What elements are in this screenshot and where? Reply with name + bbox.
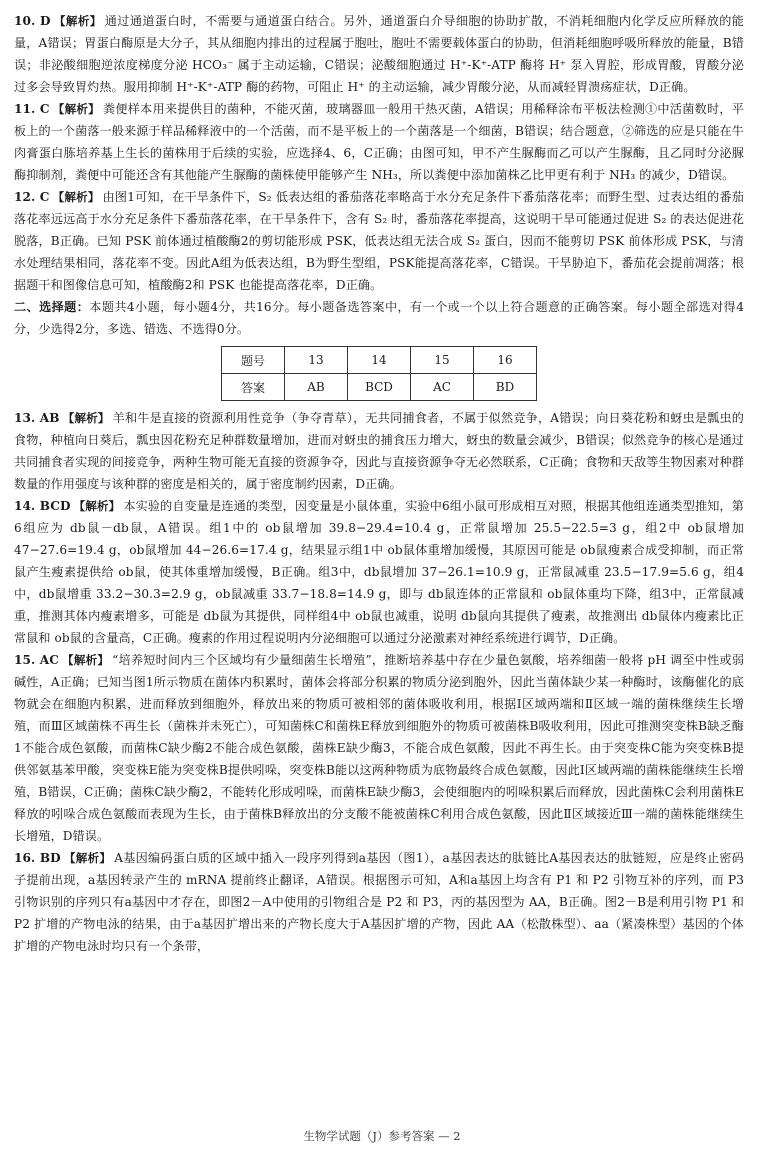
- section-2-instructions: 本题共4小题，每小题4分，共16分。每小题备选答案中，有一个或一个以上符合题意的正确答案。每小题全部选对得4分，少选得2分，多选、错选、不选得0分。: [14, 300, 745, 336]
- answer-value: BCD: [348, 374, 411, 401]
- analysis-item: [14, 98, 744, 186]
- analysis-text: A基因编码蛋白质的区域中插入一段序列得到a基因（图1），a基因表达的肽链比A基因表达的肽链短，应是终止密码子提前出现，a基因转录产生的 mRNA 提前终止翻译，A错误。根据图示可知，A和a基因上均含有 P1 和 P2 引物互补的序列，而 P3 引物识别的序列只有a基因中才存在，即图2－A中使用的引物组合是 P2 和 P3，丙的基因型为 AA，B正确。图2－B是利用引物 P1 和 P2 扩增的产物电泳的结果，由于a基因扩增出来的产物长度大于A基因扩增的产物，因此 AA（松散株型）、aa（紧凑株型）基因的个体扩增的产物电泳时均只有一个条带，: [14, 851, 744, 953]
- question-answer-label: 10. D: [14, 14, 51, 28]
- question-number: 15: [411, 347, 474, 374]
- answer-value: BD: [474, 374, 537, 401]
- answer-table-label: 题号: [222, 347, 285, 374]
- answer-table-answer-row: [222, 374, 537, 401]
- analysis-item: [14, 10, 744, 98]
- analysis-text: 由图1可知，在干旱条件下，S₂ 低表达组的番茄落花率略高于水分充足条件下番茄落花率；而野生型、过表达组的番茄落花率远远高于水分充足条件下番茄落花率，在干旱条件下，含有 S₂ 时，番茄落花率提高，这说明干旱可能通过促进 S₂ 的表达促进花脱落，B正确。已知 PSK 前体通过植酸酶2的剪切能形成 PSK，低表达组无法合成 S₂ 蛋白，因而不能剪切 PSK 前体形成 PSK，与清水处理结果相同，落花率不变。因此A组为低表达组，B为野生型组，PSK能提高落花率，C错误。干旱胁迫下，番茄花会提前凋落；根据题干和图像信息可知，植酸酶2和 PSK 也能提高落花率，D正确。: [14, 190, 744, 292]
- analysis-list-bottom: [14, 407, 744, 957]
- question-answer-label: 15. AC: [14, 653, 60, 667]
- analysis-item: [14, 649, 744, 847]
- answer-table: [221, 346, 537, 401]
- analysis-tag: 【解析】: [52, 190, 100, 204]
- analysis-tag: 【解析】: [52, 102, 100, 116]
- answer-table-number-row: [222, 347, 537, 374]
- analysis-item: [14, 186, 744, 296]
- page-footer: 生物学试题（J）参考答案 — 2: [303, 1129, 461, 1143]
- analysis-text: “培养短时间内三个区域均有少量细菌生长增殖”，推断培养基中存在少量色氨酸，培养细菌一般将 pH 调至中性或弱碱性，A正确；已知当图1所示物质在菌体内积累时，菌体会将部分积累的物质分泌到胞外，因此当菌体缺少某一种酶时，该酶催化的底物就会在细胞内积累，进而释放到细胞外，释放出来的物质可被相邻的菌体吸收利用，根据Ⅰ区域两端和Ⅱ区域一端的菌株继续生长增殖，而Ⅲ区域菌株不再生长（菌株并未死亡），可知菌株C和菌株E释放到细胞外的物质可被菌株B吸收利用，因此可推测突变株B缺乏酶1不能合成色氨酸，而菌株C缺少酶2不能合成色氨酸，菌株E缺少酶3，不能合成色氨酸，因此不再生长。由于突变株C能为突变株B提供邻氨基苯甲酸，突变株E能为突变株B提供吲哚，突变株B能以这两种物质为底物最终合成色氨酸，因此Ⅰ区域两端的菌株能继续生长增殖，B错误，C正确；菌株C缺少酶2，不能转化形成吲哚，而菌株E缺少酶3，会使细胞内的吲哚积累后而释放，因此菌株C会利用菌株E释放的吲哚合成色氨酸而表现为生长，由于菌株B释放出的分支酸不能被菌株C利用合成色氨酸，因此Ⅱ区域接近Ⅲ一端的菌株能继续生长增殖，D错误。: [14, 653, 745, 843]
- analysis-text: 粪便样本用来提供目的菌种，不能灭菌，玻璃器皿一般用干热灭菌，A错误；用稀释涂布平板法检测①中活菌数时，平板上的一个菌落一般来源于样品稀释液中的一个活菌，而不是平板上的一个菌落是一个细菌，B错误；结合题意，②筛选的应是只能在牛肉膏蛋白胨培养基上生长的菌株用于后续的实验，应选择4、6，C正确；由图可知，甲不产生脲酶而乙可以产生脲酶，且乙同时分泌脲酶抑制剂，粪便中可能还含有其他能产生脲酶的菌株使甲能够产生 NH₃，所以粪便中添加菌株乙比甲更有利于 NH₃ 的减少，D错误。: [14, 102, 744, 182]
- question-answer-label: 11. C: [14, 102, 50, 116]
- analysis-text: 本实验的自变量是连通的类型，因变量是小鼠体重，实验中6组小鼠可形成相互对照，根据其他组连通类型推知，第6组应为 db鼠－db鼠，A错误。组1中的 ob鼠增加 39.8−29.4=10.4 g，正常鼠增加 25.5−22.5=3 g，组2中 ob鼠增加 47−27.6=19.4 g，ob鼠增加 44−26.6=17.4 g，结果显示组1中 ob鼠体重增加缓慢，其原因可能是 ob鼠瘦素合成受抑制，而正常鼠产生瘦素提供给 ob鼠，使其体重增加缓慢，B正确。组3中，db鼠增加 37−26.1=10.9 g，正常鼠减重 23.5−17.9=5.6 g，组4中，db鼠增重 33.2−30.3=2.9 g，ob鼠减重 33.7−18.8=14.9 g，即与 db鼠连体的正常鼠和 ob鼠体重均下降，组3中，正常鼠减重，推测其体内瘦素增多，可能是 db鼠为其提供，同样组4中 ob鼠也减重，说明 db鼠向其提供了瘦素，故推测出 db鼠体内瘦素比正常鼠和 ob鼠的含量高，C正确。瘦素的作用过程说明内分泌细胞可以通过分泌激素对神经系统进行调节，D正确。: [14, 499, 745, 645]
- analysis-tag: 【解析】: [62, 653, 110, 667]
- question-answer-label: 13. AB: [14, 411, 60, 425]
- analysis-tag: 【解析】: [63, 851, 112, 865]
- analysis-tag: 【解析】: [62, 411, 110, 425]
- analysis-text: 羊和牛是直接的资源利用性竞争（争夺青草），无共同捕食者，不属于似然竞争，A错误；向日葵花粉和蚜虫是瓢虫的食物，种植向日葵后，瓢虫因花粉充足种群数量增加，进而对蚜虫的捕食压力增大，蚜虫的数量会减少，B错误；似然竞争的核心是通过共同捕食者实现的间接竞争，两种生物可能无直接的资源争夺，因此与直接资源争夺无必然联系，C正确；食物和天敌等生物因素对种群数量的作用强度与该种群的密度是相关的，属于密度制约因素，D正确。: [14, 411, 744, 491]
- question-answer-label: 16. BD: [14, 851, 61, 865]
- analysis-item: [14, 847, 744, 957]
- section-2-title: 二、选择题：: [14, 300, 90, 314]
- analysis-text: 通过通道蛋白时，不需要与通道蛋白结合。另外，通道蛋白介导细胞的协助扩散，不消耗细胞内化学反应所释放的能量，A错误；胃蛋白酶原是大分子，其从细胞内排出的过程属于胞吐，胞吐不需要载体蛋白的协助，但消耗细胞呼吸所释放的能量，B错误；非泌酸细胞逆浓度梯度分泌 HCO₃⁻ 属于主动运输，C错误；泌酸细胞通过 H⁺-K⁺-ATP 酶将 H⁺ 泵入胃腔，形成胃酸，胃酸分泌过多会导致胃灼热。服用抑制 H⁺-K⁺-ATP 酶的药物，可阻止 H⁺ 的主动运输，减少胃酸分泌，从而减轻胃溃疡症状，D正确。: [14, 14, 744, 94]
- section-2-heading: [14, 296, 744, 340]
- analysis-item: [14, 407, 744, 495]
- analysis-list-top: [14, 10, 744, 296]
- analysis-tag: 【解析】: [73, 499, 121, 513]
- question-answer-label: 12. C: [14, 190, 50, 204]
- question-number: 14: [348, 347, 411, 374]
- question-number: 13: [285, 347, 348, 374]
- answer-table-label: 答案: [222, 374, 285, 401]
- answer-value: AB: [285, 374, 348, 401]
- question-answer-label: 14. BCD: [14, 499, 71, 513]
- analysis-tag: 【解析】: [53, 14, 102, 28]
- analysis-item: [14, 495, 744, 649]
- question-number: 16: [474, 347, 537, 374]
- answer-value: AC: [411, 374, 474, 401]
